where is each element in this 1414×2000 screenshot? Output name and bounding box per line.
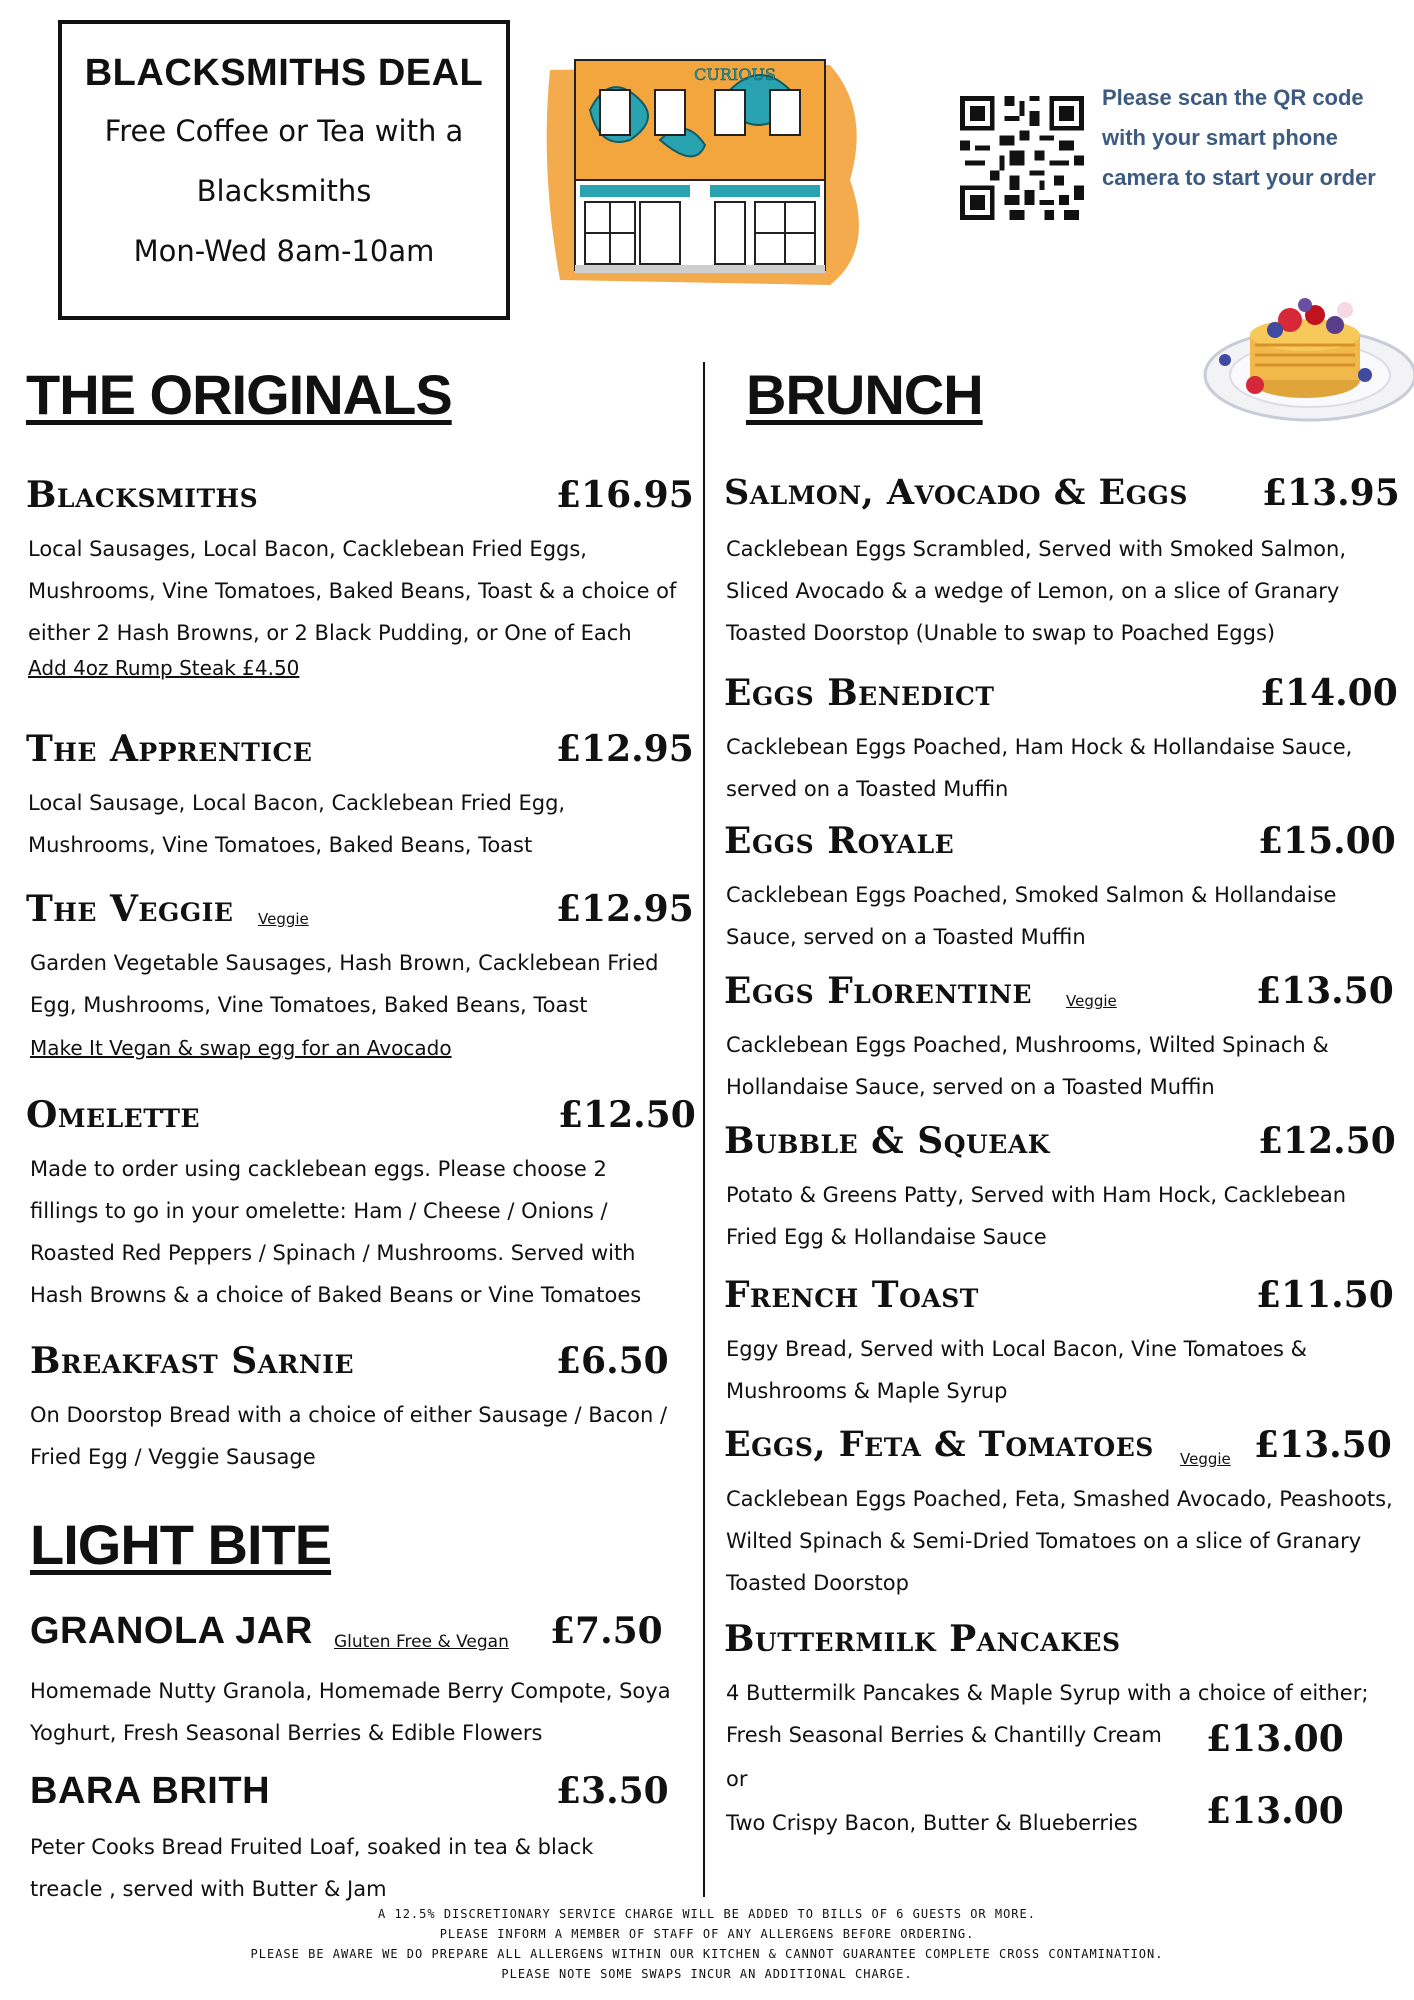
item-name-royale: Eggs Royale bbox=[724, 820, 955, 862]
deal-line-1: Free Coffee or Tea with a bbox=[104, 114, 464, 148]
item-desc-bubble-squeak: Potato & Greens Patty, Served with Ham Hock, Cacklebean Fried Egg & Hollandaise Sauce bbox=[726, 1183, 1347, 1249]
item-price-veggie: £12.95 bbox=[556, 888, 694, 930]
item-price-bubble-squeak: £12.50 bbox=[1258, 1120, 1396, 1162]
pancake-price-berries: £13.00 bbox=[1206, 1718, 1344, 1760]
item-name-blacksmiths: Blacksmiths bbox=[26, 474, 259, 516]
item-name-granola: GRANOLA JAR bbox=[30, 1610, 313, 1652]
item-name-benedict: Eggs Benedict bbox=[724, 672, 995, 714]
item-desc-bara-brith: Peter Cooks Bread Fruited Loaf, soaked in tea & black treacle , served with Butter & Jam bbox=[30, 1835, 594, 1901]
item-desc-florentine: Cacklebean Eggs Poached, Mushrooms, Wilted Spinach & Hollandaise Sauce, served on a Toasted Muffin bbox=[726, 1033, 1329, 1099]
item-price-benedict: £14.00 bbox=[1260, 672, 1398, 714]
qr-instructions: Please scan the QR code with your smart phone camera to start your order bbox=[1102, 85, 1376, 190]
footer-notice bbox=[0, 1904, 1414, 1984]
item-price-omelette: £12.50 bbox=[558, 1094, 696, 1136]
footer-line-cross-contamination: PLEASE BE AWARE WE DO PREPARE ALL ALLERGENS WITHIN OUR KITCHEN & CANNOT GUARANTEE COMPLETE CROSS CONTAMINATION. bbox=[250, 1947, 1164, 1961]
item-desc-pancakes: 4 Buttermilk Pancakes & Maple Syrup with a choice of either; bbox=[726, 1681, 1369, 1705]
qr-code[interactable] bbox=[960, 96, 1084, 220]
lightbite-heading: LIGHT BITE bbox=[30, 1513, 332, 1576]
item-name-omelette: Omelette bbox=[26, 1094, 201, 1136]
item-price-apprentice: £12.95 bbox=[556, 728, 694, 770]
pancake-option-berries: Fresh Seasonal Berries & Chantilly Cream bbox=[726, 1723, 1162, 1747]
item-price-granola: £7.50 bbox=[550, 1610, 663, 1652]
item-price-salmon: £13.95 bbox=[1262, 472, 1400, 514]
column-divider bbox=[703, 362, 705, 1897]
item-name-feta: Eggs, Feta & Tomatoes bbox=[724, 1424, 1154, 1465]
item-price-florentine: £13.50 bbox=[1256, 970, 1394, 1012]
item-name-bubble-squeak: Bubble & Squeak bbox=[724, 1120, 1050, 1162]
item-desc-salmon: Cacklebean Eggs Scrambled, Served with Smoked Salmon, Sliced Avocado & a wedge of Lemon, on a slice of Granary Toasted Doorstop (Unable to swap to Poached Eggs) bbox=[726, 537, 1347, 645]
item-desc-omelette: Made to order using cacklebean eggs. Please choose 2 fillings to go in your omelette: Ham / Cheese / Onions / Roasted Red Peppers / Spinach / Mushrooms. Served with Hash Browns & a choice of Baked Beans or Vine Tomatoes bbox=[30, 1157, 642, 1307]
item-note-rump-steak: Add 4oz Rump Steak £4.50 bbox=[28, 656, 300, 680]
item-tag-feta: Veggie bbox=[1180, 1450, 1231, 1468]
item-name-florentine: Eggs Florentine bbox=[724, 970, 1033, 1012]
item-price-feta: £13.50 bbox=[1254, 1424, 1392, 1466]
item-name-sarnie: Breakfast Sarnie bbox=[30, 1340, 355, 1382]
item-name-french-toast: French Toast bbox=[724, 1274, 979, 1316]
item-price-blacksmiths: £16.95 bbox=[556, 474, 694, 516]
item-desc-blacksmiths: Local Sausages, Local Bacon, Cacklebean Fried Eggs, Mushrooms, Vine Tomatoes, Baked Beans, Toast & a choice of either 2 Hash Browns, or 2 Black Pudding, or One of Each bbox=[28, 537, 677, 645]
item-desc-french-toast: Eggy Bread, Served with Local Bacon, Vine Tomatoes & Mushrooms & Maple Syrup bbox=[726, 1337, 1308, 1403]
footer-line-allergens: PLEASE INFORM A MEMBER OF STAFF OF ANY ALLERGENS BEFORE ORDERING. bbox=[439, 1927, 975, 1941]
item-desc-sarnie: On Doorstop Bread with a choice of either Sausage / Bacon / Fried Egg / Veggie Sausage bbox=[30, 1403, 668, 1469]
item-name-pancakes: Buttermilk Pancakes bbox=[724, 1618, 1121, 1660]
item-name-veggie: The Veggie bbox=[26, 888, 234, 930]
item-tag-florentine: Veggie bbox=[1066, 992, 1117, 1010]
deal-line-3: Mon-Wed 8am-10am bbox=[133, 234, 435, 268]
footer-line-service: A 12.5% DISCRETIONARY SERVICE CHARGE WILL BE ADDED TO BILLS OF 6 GUESTS OR MORE. bbox=[378, 1907, 1036, 1921]
footer-line-swaps: PLEASE NOTE SOME SWAPS INCUR AN ADDITIONAL CHARGE. bbox=[501, 1967, 913, 1981]
item-desc-benedict: Cacklebean Eggs Poached, Ham Hock & Hollandaise Sauce, served on a Toasted Muffin bbox=[726, 735, 1353, 801]
item-desc-feta: Cacklebean Eggs Poached, Feta, Smashed Avocado, Peashoots, Wilted Spinach & Semi-Dried Tomatoes on a slice of Granary Toasted Doorstop bbox=[726, 1487, 1393, 1595]
pancake-plate-illustration bbox=[1195, 280, 1414, 425]
item-name-bara-brith: BARA BRITH bbox=[30, 1770, 271, 1812]
pancake-price-bacon: £13.00 bbox=[1206, 1790, 1344, 1832]
brunch-heading: BRUNCH bbox=[746, 363, 983, 426]
item-desc-apprentice: Local Sausage, Local Bacon, Cacklebean Fried Egg, Mushrooms, Vine Tomatoes, Baked Beans, Toast bbox=[28, 791, 566, 857]
item-price-bara-brith: £3.50 bbox=[556, 1770, 669, 1812]
item-price-royale: £15.00 bbox=[1258, 820, 1396, 862]
item-name-apprentice: The Apprentice bbox=[26, 728, 313, 770]
item-price-sarnie: £6.50 bbox=[556, 1340, 669, 1382]
svg-text:CURIOUS: CURIOUS bbox=[694, 65, 776, 84]
item-desc-granola: Homemade Nutty Granola, Homemade Berry Compote, Soya Yoghurt, Fresh Seasonal Berries & Edible Flowers bbox=[30, 1679, 671, 1745]
item-name-salmon: Salmon, Avocado & Eggs bbox=[724, 472, 1188, 513]
pancake-option-bacon: Two Crispy Bacon, Butter & Blueberries bbox=[726, 1811, 1138, 1835]
item-tag-veggie: Veggie bbox=[258, 910, 309, 928]
pancake-or: or bbox=[726, 1767, 748, 1791]
deal-line-2: Blacksmiths bbox=[196, 174, 372, 208]
originals-heading: THE ORIGINALS bbox=[26, 363, 452, 426]
cafe-logo-illustration bbox=[530, 50, 880, 290]
item-price-french-toast: £11.50 bbox=[1256, 1274, 1394, 1316]
deal-title: BLACKSMITHS DEAL bbox=[84, 52, 484, 94]
item-desc-veggie: Garden Vegetable Sausages, Hash Brown, Cacklebean Fried Egg, Mushrooms, Vine Tomatoes, Baked Beans, Toast bbox=[30, 951, 659, 1017]
item-note-vegan: Make It Vegan & swap egg for an Avocado bbox=[30, 1036, 452, 1060]
item-tag-granola: Gluten Free & Vegan bbox=[334, 1632, 509, 1652]
item-desc-royale: Cacklebean Eggs Poached, Smoked Salmon & Hollandaise Sauce, served on a Toasted Muffin bbox=[726, 883, 1337, 949]
deal-box bbox=[58, 20, 510, 320]
